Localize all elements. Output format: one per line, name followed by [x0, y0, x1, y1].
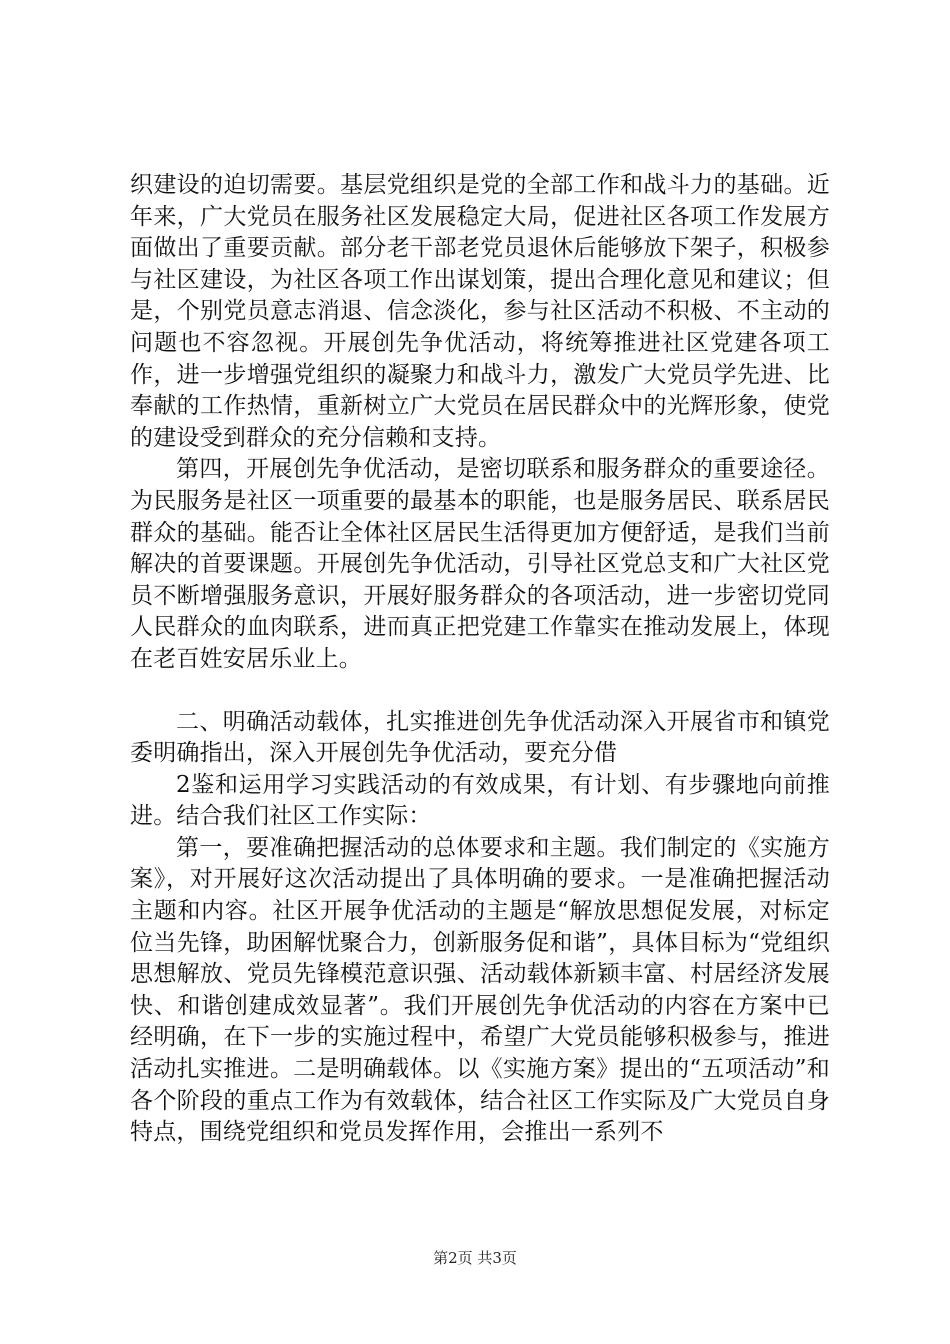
paragraph-spacer — [130, 676, 830, 707]
page-footer: 第2页 共3页 — [433, 1249, 517, 1267]
paragraph-section-two-intro: 2鉴和运用学习实践活动的有效成果，有计划、有步骤地向前推进。结合我们社区工作实际： — [130, 771, 830, 830]
document-body — [130, 170, 830, 1149]
paragraph-fourth-point: 第四，开展创先争优活动，是密切联系和服务群众的重要途径。为民服务是社区一项重要的最基本的职能，也是服务居民、联系居民群众的基础。能否让全体社区居民生活得更加方便舒适，是我们当前解决的首要课题。开展创先争优活动，引导社区党总支和广大社区党员不断增强服务意识，开展好服务群众的各项活动，进一步密切党同人民群众的血肉联系，进而真正把党建工作靠实在推动发展上，体现在老百姓安居乐业上。 — [130, 456, 830, 672]
paragraph-continuation: 织建设的迫切需要。基层党组织是党的全部工作和战斗力的基础。近年来，广大党员在服务社区发展稳定大局，促进社区各项工作发展方面做出了重要贡献。部分老干部老党员退休后能够放下架子，积极参与社区建设，为社区各项工作出谋划策，提出合理化意见和建议；但是，个别党员意志消退、信念淡化，参与社区活动不积极、不主动的问题也不容忽视。开展创先争优活动，将统筹推进社区党建各项工作，进一步增强党组织的凝聚力和战斗力，激发广大党员学先进、比奉献的工作热情，重新树立广大党员在居民群众中的光辉形象，使党的建设受到群众的充分信赖和支持。 — [130, 172, 830, 451]
section-heading-two: 二、明确活动载体，扎实推进创先争优活动深入开展省市和镇党委明确指出，深入开展创先争优活动，要充分借 — [130, 708, 830, 767]
paragraph-first-point: 第一，要准确把握活动的总体要求和主题。我们制定的《实施方案》，对开展好这次活动提出了具体明确的要求。一是准确把握活动主题和内容。社区开展争优活动的主题是“解放思想促发展，对标定位当先锋，助困解忧聚合力，创新服务促和谐”，具体目标为“党组织思想解放、党员先锋模范意识强、活动载体新颖丰富、村居经济发展快、和谐创建成效显著”。我们开展创先争优活动的内容在方案中已经明确，在下一步的实施过程中，希望广大党员能够积极参与，推进活动扎实推进。二是明确载体。以《实施方案》提出的“五项活动”和各个阶段的重点工作为有效载体，结合社区工作实际及广大党员自身特点，围绕党组织和党员发挥作用，会推出一系列不 — [130, 834, 830, 1146]
